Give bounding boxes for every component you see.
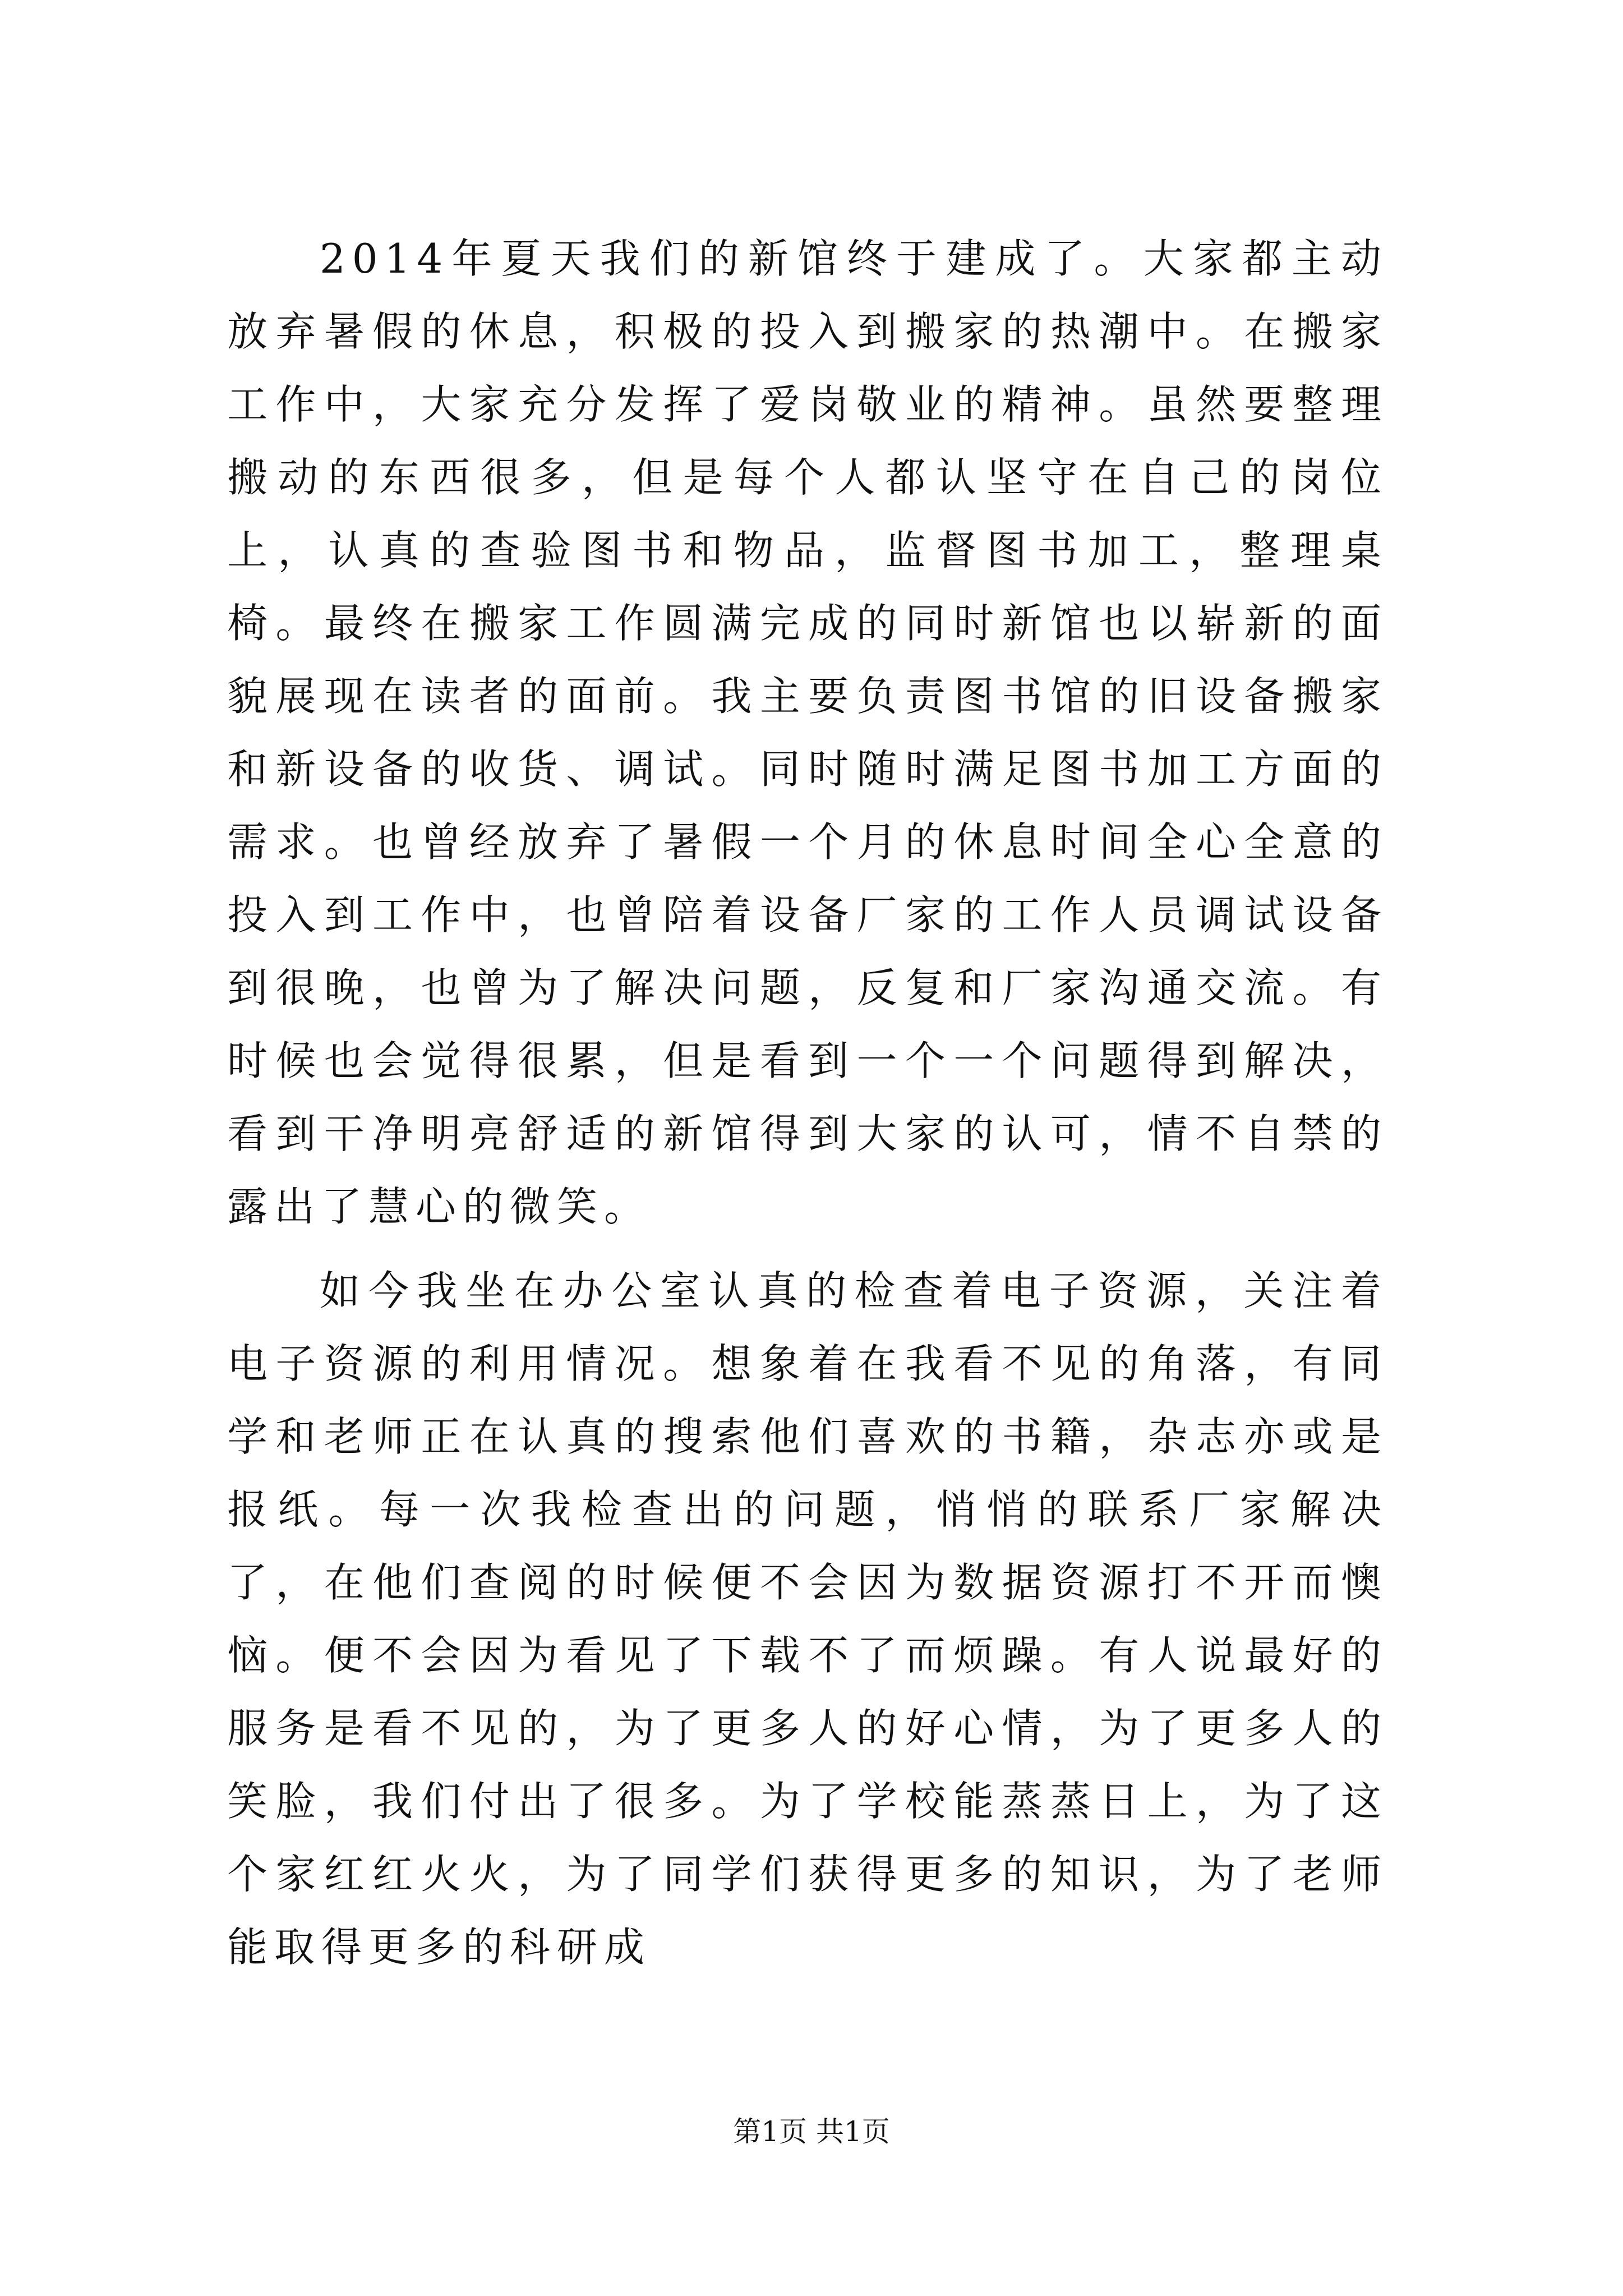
document-body: [227, 222, 1388, 1995]
page-footer: 第1页 共1页: [733, 2115, 890, 2148]
paragraph-2: 如今我坐在办公室认真的检查着电子资源，关注着电子资源的利用情况。想象着在我看不见的角落，有同学和老师正在认真的搜索他们喜欢的书籍，杂志亦或是报纸。每一次我检查出的问题，悄悄的联系厂家解决了，在他们查阅的时候便不会因为数据资源打不开而懊恼。便不会因为看见了下载不了而烦躁。有人说最好的服务是看不见的，为了更多人的好心情，为了更多人的笑脸，我们付出了很多。为了学校能蒸蒸日上，为了这个家红红火火，为了同学们获得更多的知识，为了老师能取得更多的科研成: [227, 1267, 1388, 1971]
paragraph-1: 2014年夏天我们的新馆终于建成了。大家都主动放弃暑假的休息，积极的投入到搬家的热潮中。在搬家工作中，大家充分发挥了爱岗敬业的精神。虽然要整理搬动的东西很多，但是每个人都认坚守在自己的岗位上，认真的查验图书和物品，监督图书加工，整理桌椅。最终在搬家工作圆满完成的同时新馆也以崭新的面貌展现在读者的面前。我主要负责图书馆的旧设备搬家和新设备的收货、调试。同时随时满足图书加工方面的需求。也曾经放弃了暑假一个月的休息时间全心全意的投入到工作中，也曾陪着设备厂家的工作人员调试设备到很晚，也曾为了解决问题，反复和厂家沟通交流。有时候也会觉得很累，但是看到一个一个问题得到解决，看到干净明亮舒适的新馆得到大家的认可，情不自禁的露出了慧心的微笑。: [227, 235, 1388, 1230]
